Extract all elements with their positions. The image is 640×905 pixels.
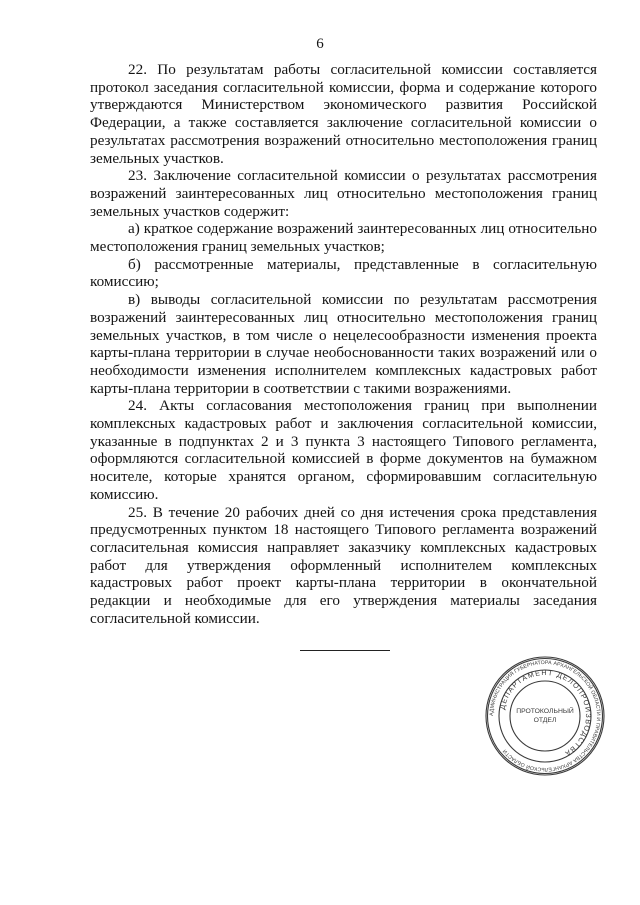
page-number: 6 [316,36,324,52]
seal-center-line2: ОТДЕЛ [533,717,557,724]
seal-outer-text: АДМИНИСТРАЦИЯ ГУБЕРНАТОРА АРХАНГЕЛЬСКОЙ ОБЛАСТИ И ПРАВИТЕЛЬСТВА АРХАНГЕЛЬСКОЙ ОБЛАСТИ [488,659,602,773]
paragraph-24: 24. Акты согласования местоположения границ при выполнении комплексных кадастровых работ и заключения согласительной комиссии, указанные в подпунктах 2 и 3 пункта 3 настоящего Типового регламента, оформляются согласительной комиссией в форме документов на бумажном носителе, которые хранятся органом, сформировавшим согласительную комиссию. [90,397,597,503]
end-of-document-line [300,650,390,651]
seal-inner-text: ДЕПАРТАМЕНТ ДЕЛОПРОИЗВОДСТВА [497,667,594,759]
paragraph-23-v: в) выводы согласительной комиссии по результатам рассмотрения возражений заинтересованных лиц относительно местоположения границ земельных участков, в том числе о нецелесообразности изменения проекта карты-плана территории в случае необоснованности таких возражений или о необходимости изменения исполнителем комплексных кадастровых работ карты-плана территории в соответствии с такими возражениями. [90,291,597,397]
paragraph-22: 22. По результатам работы согласительной комиссии составляется протокол заседания согласительной комиссии, форма и содержание которого утверждаются Министерством экономического развития Российской Федерации, а также составляется заключение согласительной комиссии о результатах рассмотрения возражений относительно местоположения границ земельных участков. [90,61,597,167]
paragraph-23-a: а) краткое содержание возражений заинтересованных лиц относительно местоположения границ земельных участков; [90,220,597,256]
document-body [90,61,597,628]
paragraph-23: 23. Заключение согласительной комиссии о результатах рассмотрения возражений заинтересованных лиц относительно местоположения границ земельных участков содержит: [90,167,597,220]
paragraph-25: 25. В течение 20 рабочих дней со дня истечения срока представления предусмотренных пунктом 18 настоящего Типового регламента возражений согласительная комиссия направляет заказчику комплексных кадастровых работ для утверждения оформленный исполнителем комплексных кадастровых работ проект карты-плана территории в окончательной редакции и необходимые для его утверждения материалы заседания согласительной комиссии. [90,503,597,627]
seal-center-line1: ПРОТОКОЛЬНЫЙ [516,708,574,715]
official-seal-stamp [484,655,606,777]
paragraph-23-b: б) рассмотренные материалы, представленные в согласительную комиссию; [90,255,597,291]
